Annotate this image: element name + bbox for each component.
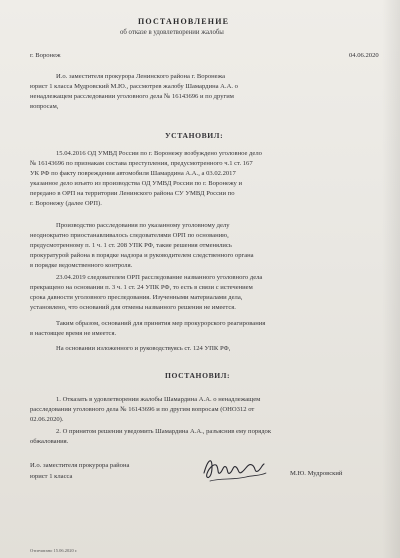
document-title: ПОСТАНОВЛЕНИЕ bbox=[138, 17, 230, 26]
print-footer: Отпечатано 15.06.2020 г. bbox=[30, 548, 78, 553]
resolution-line: обжалования. bbox=[30, 438, 69, 445]
handwritten-signature bbox=[200, 453, 270, 489]
resolution-line: 1. Отказать в удовлетворении жалобы Шамардина А.А. о ненадлежащем bbox=[56, 396, 261, 403]
body-line: установлено, что оснований для отмены названного решения не имеется. bbox=[30, 304, 236, 311]
city: г. Воронеж bbox=[30, 52, 61, 59]
document-date: 04.06.2020 bbox=[349, 52, 379, 59]
body-line: На основании изложенного и руководствуясь ст. 124 УПК РФ, bbox=[56, 345, 231, 352]
body-line: указанное дело изъято из производства ОД УМВД России по г. Воронежу и bbox=[30, 180, 242, 187]
signer-rank: юрист 1 класса bbox=[30, 473, 73, 480]
body-line: 23.04.2019 следователем ОРП расследование названного уголовного дела bbox=[56, 274, 263, 281]
body-line: Производство расследования по указанному уголовному делу bbox=[56, 222, 230, 229]
body-line: неоднократно приостанавливалось следователями ОРП по основанию, bbox=[30, 232, 229, 239]
body-line: Таким образом, оснований для принятия мер прокурорского реагирования bbox=[56, 320, 266, 327]
signer-name: М.Ю. Мудровский bbox=[290, 470, 343, 477]
page-shadow bbox=[382, 0, 400, 558]
body-line: в порядке ведомственного контроля. bbox=[30, 262, 133, 269]
intro-line: ненадлежащем расследовании уголовного дела № 16143696 и по другим bbox=[30, 93, 234, 100]
body-line: срока давности уголовного преследования. Изученными материалами дела, bbox=[30, 294, 243, 301]
body-line: в настоящее время не имеется. bbox=[30, 330, 117, 337]
resolution-line: 02.06.2020). bbox=[30, 416, 64, 423]
document-subtitle: об отказе в удовлетворении жалобы bbox=[120, 29, 224, 36]
intro-line: вопросам, bbox=[30, 103, 59, 110]
body-line: № 16143696 по признакам состава преступления, предусмотренного ч.1 ст. 167 bbox=[30, 160, 253, 167]
intro-line: юрист 1 класса Мудровский М.Ю., рассмотрев жалобу Шамардина А.А. о bbox=[30, 83, 238, 90]
body-line: передано в ОРП на территории Ленинского района СУ УМВД России по bbox=[30, 190, 235, 197]
resolution-line: расследовании уголовного дела № 16143696 и по другим вопросам (ОНО312 от bbox=[30, 406, 255, 413]
intro-line: И.о. заместителя прокурора Ленинского района г. Воронежа bbox=[56, 73, 226, 80]
body-line: г. Воронежу (далее ОРП). bbox=[30, 200, 102, 207]
resolution-line: 2. О принятом решении уведомить Шамардина А.А., разъяснив ему порядок bbox=[56, 428, 272, 435]
section-heading-resolved: ПОСТАНОВИЛ: bbox=[165, 371, 231, 380]
body-line: прокуратурой района в порядке надзора и руководителем следственного органа bbox=[30, 252, 254, 259]
signer-position: И.о. заместителя прокурора района bbox=[30, 462, 130, 469]
body-line: 15.04.2016 ОД УМВД России по г. Воронежу возбуждено уголовное дело bbox=[56, 150, 262, 157]
body-line: предусмотренному п. 1 ч. 1 ст. 208 УПК РФ, такие решения отменялись bbox=[30, 242, 232, 249]
body-line: УК РФ по факту повреждения автомобиля Шамардина А.А., а 03.02.2017 bbox=[30, 170, 236, 177]
body-line: прекращено на основании п. 3 ч. 1 ст. 24 УПК РФ, то есть в связи с истечением bbox=[30, 284, 253, 291]
section-heading-established: УСТАНОВИЛ: bbox=[165, 131, 224, 140]
